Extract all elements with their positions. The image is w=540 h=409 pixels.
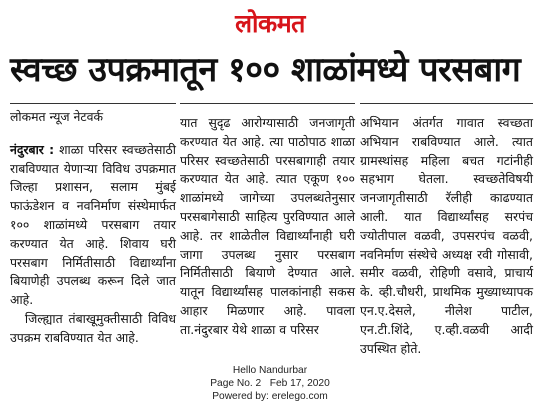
- page-footer: [0, 364, 540, 403]
- article-paragraph-1: [10, 141, 176, 310]
- article-column-2: [180, 114, 355, 340]
- byline-rule: [10, 103, 176, 104]
- footer-date: Feb 17, 2020: [269, 378, 330, 389]
- article-paragraph-2: जिल्ह्यात तंबाखूमुक्तीसाठी विविध उपक्रम राबविण्यात येत आहे.: [10, 310, 176, 345]
- footer-page-number: Page No. 2: [210, 378, 262, 389]
- headline-block: [10, 42, 530, 98]
- article-column-3: [360, 114, 533, 358]
- newspaper-masthead: [0, 6, 540, 40]
- footer-edition: Hello Nandurbar: [232, 365, 308, 376]
- masthead-logo-text: लोकमत: [235, 8, 305, 38]
- column-rule: [180, 103, 355, 104]
- footer-page-info: [0, 377, 540, 390]
- paragraph-1-text: शाळा परिसर स्वच्छतेसाठी राबविण्यात येणाऱ्या विविध उपक्रमात जिल्हा प्रशासन, सलाम मुंबई फाऊंडेशन व नवनिर्माण संस्थेमार्फत १०० शाळांमध्ये परसबाग तयार करण्यात येत आहे. शिवाय घरी परसबाग निर्मितीसाठी विद्यार्थ्यांना बियाणेही उपलब्ध करून दिले जात आहे.: [10, 141, 176, 308]
- article-paragraph-3: यात सुदृढ आरोग्यासाठी जनजागृती करण्यात येत आहे. त्या पाठोपाठ शाळा परिसर स्वच्छतेसाठी परसबागाही तयार करण्यात येत आहे. त्यात एकूण १०० शाळांमध्ये जागेच्या उपलब्धतेनुसार परसबागेसाठी साहित्य पुरविण्यात आले आहे. तर शाळेतील विद्यार्थ्यांनाही घरी जागा उपलब्ध नुसार परसबाग निर्मितीसाठी बियाणे देण्यात आले. यातून विद्यार्थ्यांसह पालकांनाही सकस आहार मिळणार आहे. पावला ता.नंदुरबार येथे शाळा व परिसर: [180, 115, 355, 337]
- article-column-1: [10, 108, 176, 348]
- article-headline: स्वच्छ उपक्रमातून १०० शाळांमध्ये परसबाग: [10, 50, 521, 90]
- byline: लोकमत न्यूज नेटवर्क: [10, 109, 104, 124]
- dateline: नंदुरबार :: [10, 141, 55, 157]
- column-rule: [360, 103, 533, 104]
- footer-powered-by: Powered by: erelego.com: [212, 391, 328, 402]
- article-paragraph-4: अभियान अंतर्गत गावात स्वच्छता अभियान राबविण्यात आले. त्यात ग्रामस्थांसह महिला बचत गटांनीही सहभाग घेतला. स्वच्छतेविषयी जनजागृतीसाठी रॅलीही काढण्यात आली. यात विद्यार्थ्यांसह सरपंच ज्योतीपाल वळवी, उपसरपंच वळवी, नवनिर्माण संस्थेचे अध्यक्ष रवी गोसावी, समीर वळवी, रोहिणी वसावे, प्राचार्य के. व्ही.चौधरी, प्राथमिक मुख्याध्यापक एन.ए.देसले, नीलेश पाटील, एन.टी.शिंदे, ए.व्ही.वळवी आदी उपस्थित होते.: [360, 115, 533, 356]
